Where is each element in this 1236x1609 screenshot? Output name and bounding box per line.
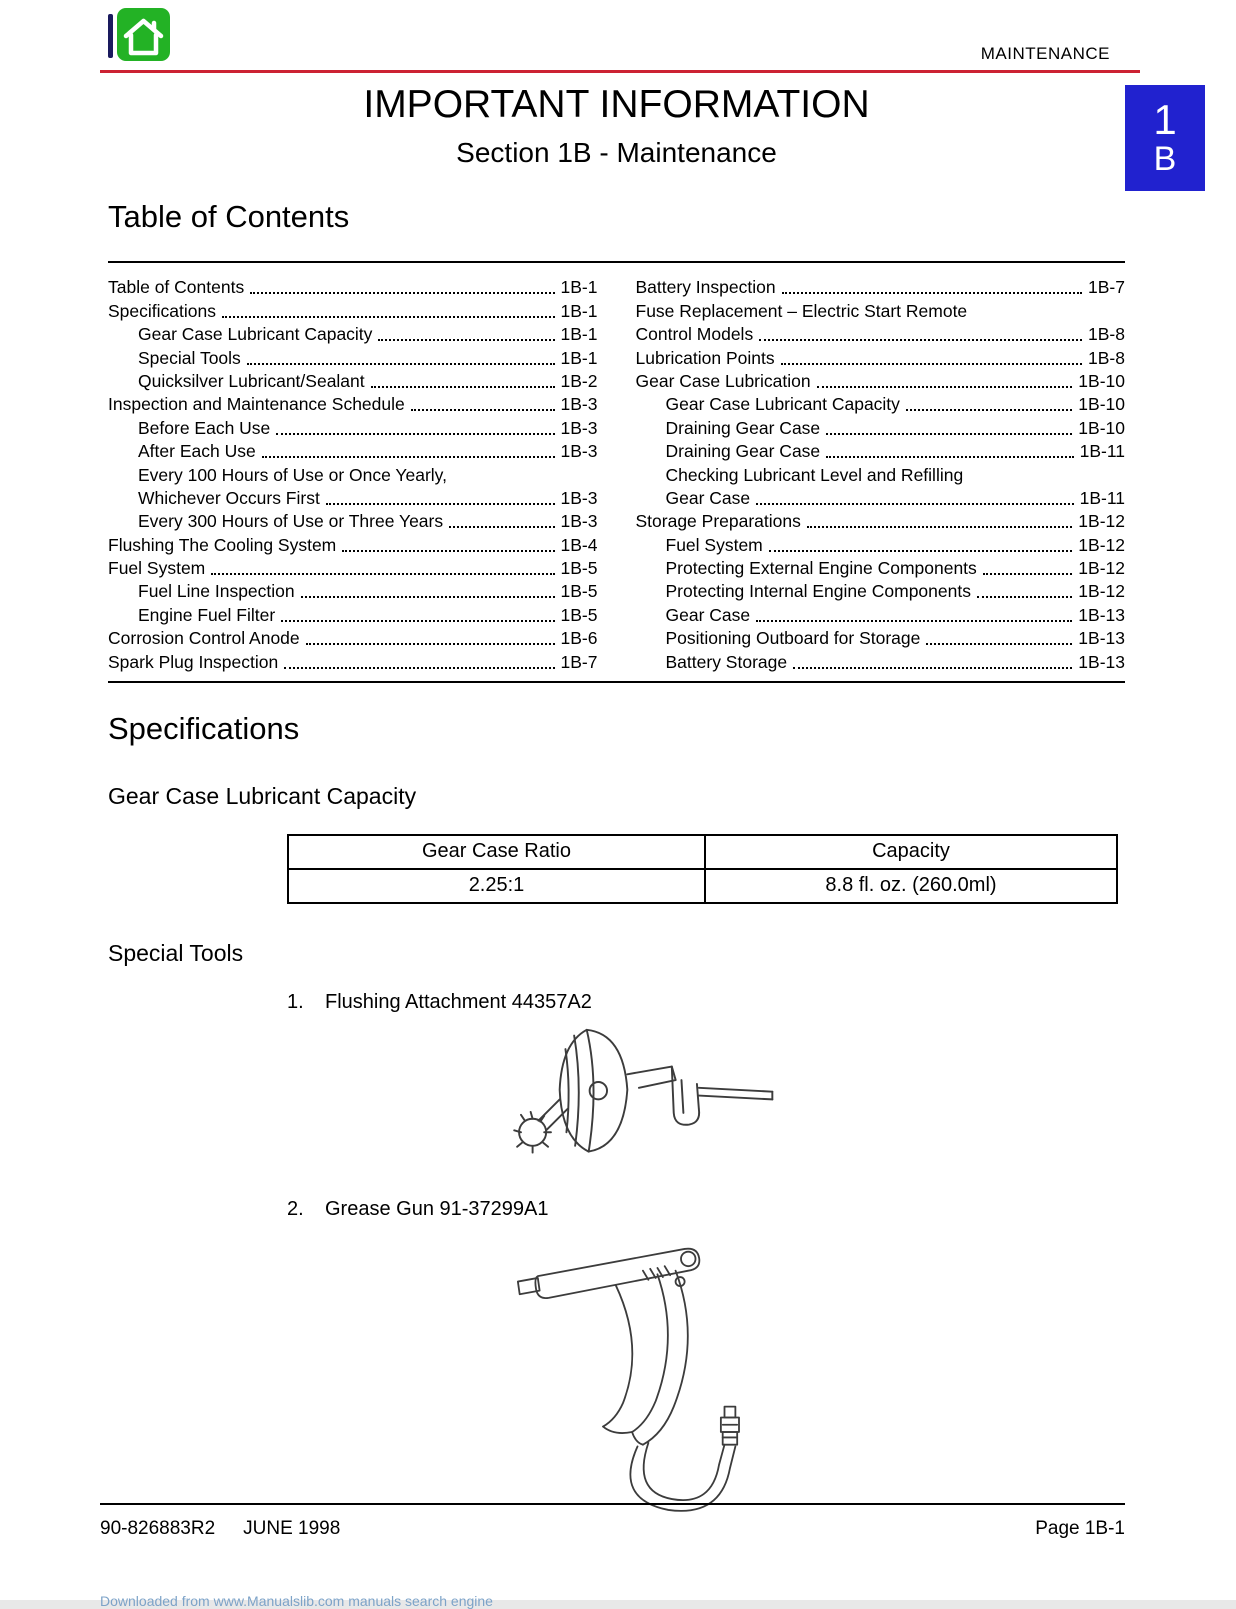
toc-entry-label: Inspection and Maintenance Schedule bbox=[108, 394, 405, 415]
toc-entry bbox=[636, 322, 1126, 345]
tool-number: 2. bbox=[287, 1197, 304, 1220]
toc-dot-leader bbox=[781, 363, 1082, 365]
toc-dot-leader bbox=[983, 573, 1073, 575]
toc-dot-leader bbox=[301, 596, 555, 598]
toc-entry bbox=[108, 532, 598, 555]
toc-entry-page: 1B-10 bbox=[1078, 394, 1125, 415]
toc-entry-label: Gear Case bbox=[665, 604, 751, 625]
toc-entry-label: Lubrication Points bbox=[635, 347, 775, 368]
toc-entry-label: Gear Case Lubricant Capacity bbox=[665, 394, 900, 415]
toc-entry bbox=[108, 415, 598, 438]
table-cell-capacity: 8.8 fl. oz. (260.0ml) bbox=[705, 869, 1117, 903]
toc-dot-leader bbox=[756, 620, 1072, 622]
toc-entry bbox=[636, 602, 1126, 625]
toc-entry-page: 1B-1 bbox=[560, 300, 598, 321]
toc-dot-leader bbox=[756, 503, 1073, 505]
table-header-capacity: Capacity bbox=[705, 835, 1117, 869]
toc-entry-page: 1B-1 bbox=[560, 324, 598, 345]
toc-dot-leader bbox=[977, 596, 1072, 598]
toc-dot-leader bbox=[826, 456, 1073, 458]
grease-gun-illustration-wrap bbox=[108, 1221, 1125, 1524]
toc-entry-page: 1B-5 bbox=[560, 581, 598, 602]
toc-entry-page: 1B-8 bbox=[1088, 347, 1125, 368]
toc-dot-leader bbox=[759, 339, 1082, 341]
toc-entry-page: 1B-3 bbox=[560, 487, 598, 508]
toc-entry bbox=[636, 345, 1126, 368]
gear-case-capacity-table bbox=[287, 834, 1118, 904]
toc-entry bbox=[108, 602, 598, 625]
table-header-row bbox=[288, 835, 1117, 869]
toc-entry-page: 1B-5 bbox=[560, 604, 598, 625]
toc-entry-page: 1B-5 bbox=[560, 558, 598, 579]
toc-entry-label: After Each Use bbox=[138, 441, 256, 462]
toc-dot-leader bbox=[807, 526, 1072, 528]
toc-entry-page: 1B-3 bbox=[560, 417, 598, 438]
toc-entry-label: Protecting Internal Engine Components bbox=[665, 581, 971, 602]
toc-entry-page: 1B-4 bbox=[560, 534, 598, 555]
toc-entry-page: 1B-10 bbox=[1078, 370, 1125, 391]
page-top-bar bbox=[108, 0, 1125, 70]
toc-entry bbox=[636, 486, 1126, 509]
home-icon[interactable] bbox=[108, 8, 170, 64]
section-tab-number: 1 bbox=[1153, 96, 1177, 144]
toc-entry-label: Before Each Use bbox=[138, 417, 271, 438]
toc-entry bbox=[108, 298, 598, 321]
flushing-attachment-illustration bbox=[482, 1024, 792, 1169]
toc-entry bbox=[636, 532, 1126, 555]
footer-left bbox=[100, 1518, 340, 1540]
toc-entry-page: 1B-13 bbox=[1078, 628, 1125, 649]
toc-entry-label: Spark Plug Inspection bbox=[108, 651, 279, 672]
toc-dot-leader bbox=[250, 292, 554, 294]
toc-entry-label: Engine Fuel Filter bbox=[138, 604, 276, 625]
toc-dot-leader bbox=[826, 433, 1072, 435]
toc-entry bbox=[108, 369, 598, 392]
toc-entry-page: 1B-12 bbox=[1078, 534, 1125, 555]
toc-entry-page: 1B-2 bbox=[560, 370, 598, 391]
toc-entry bbox=[108, 556, 598, 579]
toc-entry-label: Quicksilver Lubricant/Sealant bbox=[138, 370, 365, 391]
toc-entry bbox=[636, 509, 1126, 532]
toc-entry bbox=[636, 579, 1126, 602]
toc-entry-page: 1B-13 bbox=[1078, 604, 1125, 625]
toc-entry-label: Protecting External Engine Components bbox=[665, 558, 977, 579]
toc-dot-leader bbox=[449, 526, 554, 528]
footer-page-number: Page 1B-1 bbox=[1035, 1518, 1125, 1539]
toc-entry-page: 1B-10 bbox=[1078, 417, 1125, 438]
flushing-attachment-illustration-wrap bbox=[108, 1014, 1125, 1174]
toc-entry-label: Fuel System bbox=[108, 558, 206, 579]
toc-entry-label: Special Tools bbox=[138, 347, 241, 368]
toc-entry-page: 1B-12 bbox=[1078, 511, 1125, 532]
toc-entry-label: Flushing The Cooling System bbox=[108, 534, 337, 555]
toc-dot-leader bbox=[793, 667, 1072, 669]
toc-entry-label: Gear Case Lubrication bbox=[635, 370, 811, 391]
watermark-text: Downloaded from www.Manualslib.com manuals search engine bbox=[100, 1593, 493, 1609]
toc-entry bbox=[108, 579, 598, 602]
grease-gun-illustration bbox=[502, 1229, 802, 1519]
toc-entry-page: 1B-13 bbox=[1078, 651, 1125, 672]
toc-entry-page: 1B-7 bbox=[1088, 277, 1125, 298]
toc-dot-leader bbox=[342, 550, 554, 552]
toc-entry bbox=[636, 439, 1126, 462]
toc-entry bbox=[108, 486, 598, 509]
gear-case-capacity-heading: Gear Case Lubricant Capacity bbox=[108, 782, 417, 809]
toc-entry-label: Specifications bbox=[108, 300, 216, 321]
toc-entry-page: 1B-1 bbox=[560, 347, 598, 368]
toc-entry-label: Control Models bbox=[635, 324, 754, 345]
toc-entry-page: 1B-1 bbox=[560, 277, 598, 298]
toc-entry-label: Corrosion Control Anode bbox=[108, 628, 300, 649]
toc-entry-label: Checking Lubricant Level and Refilling bbox=[665, 464, 964, 485]
toc-entry-label: Every 100 Hours of Use or Once Yearly, bbox=[138, 464, 447, 485]
table-cell-ratio: 2.25:1 bbox=[288, 869, 705, 903]
toc-entry-label: Fuse Replacement – Electric Start Remote bbox=[635, 300, 968, 321]
toc-entry bbox=[636, 369, 1126, 392]
toc-entry bbox=[636, 649, 1126, 672]
toc-dot-leader bbox=[371, 386, 555, 388]
section-tab-letter: B bbox=[1153, 140, 1177, 179]
toc-dot-leader bbox=[326, 503, 555, 505]
toc-entry-label: Table of Contents bbox=[108, 277, 245, 298]
specifications-heading: Specifications bbox=[108, 710, 300, 746]
toc-entry-page: 1B-6 bbox=[560, 628, 598, 649]
toc-entry-label: Fuel System bbox=[665, 534, 763, 555]
toc-bottom-rule bbox=[108, 681, 1125, 683]
toc-dot-leader bbox=[222, 316, 555, 318]
toc-entry-label: Storage Preparations bbox=[635, 511, 801, 532]
toc-entry-page: 1B-7 bbox=[560, 651, 598, 672]
toc-entry-page: 1B-3 bbox=[560, 394, 598, 415]
toc-entry-label: Draining Gear Case bbox=[665, 441, 821, 462]
toc-entry-label: Battery Inspection bbox=[635, 277, 776, 298]
tool-item-grease-gun bbox=[287, 1198, 1125, 1221]
toc-entry bbox=[636, 392, 1126, 415]
table-row bbox=[288, 869, 1117, 903]
toc-entry bbox=[636, 275, 1126, 298]
toc-entry-label: Fuel Line Inspection bbox=[138, 581, 295, 602]
tool-number: 1. bbox=[287, 990, 304, 1013]
toc-entry bbox=[636, 626, 1126, 649]
toc-entry-label: Gear Case bbox=[665, 487, 751, 508]
toc-dot-leader bbox=[378, 339, 554, 341]
toc-entry-page: 1B-3 bbox=[560, 511, 598, 532]
toc-entry bbox=[108, 509, 598, 532]
toc-entry bbox=[108, 392, 598, 415]
toc-entry-label: Gear Case Lubricant Capacity bbox=[138, 324, 373, 345]
tool-label: Grease Gun 91-37299A1 bbox=[325, 1197, 549, 1220]
section-tab bbox=[1125, 85, 1205, 191]
toc-dot-leader bbox=[262, 456, 555, 458]
toc-entry-label: Draining Gear Case bbox=[665, 417, 821, 438]
toc-dot-leader bbox=[247, 363, 555, 365]
toc-entry bbox=[636, 298, 1126, 321]
toc-entry bbox=[108, 462, 598, 485]
page-footer bbox=[100, 1503, 1125, 1540]
toc-dot-leader bbox=[926, 643, 1072, 645]
table-of-contents bbox=[108, 263, 1125, 673]
toc-entry bbox=[108, 322, 598, 345]
toc-entry-page: 1B-12 bbox=[1078, 581, 1125, 602]
toc-entry bbox=[108, 649, 598, 672]
tool-label: Flushing Attachment 44357A2 bbox=[325, 990, 592, 1013]
toc-dot-leader bbox=[411, 409, 555, 411]
toc-entry bbox=[636, 415, 1126, 438]
page-header-label: MAINTENANCE bbox=[980, 44, 1110, 63]
document-date: JUNE 1998 bbox=[243, 1518, 341, 1539]
toc-entry-label: Battery Storage bbox=[665, 651, 788, 672]
table-header-gear-case-ratio: Gear Case Ratio bbox=[288, 835, 705, 869]
tool-item-flushing-attachment bbox=[287, 991, 1125, 1014]
toc-entry bbox=[108, 275, 598, 298]
toc-entry-label: Every 300 Hours of Use or Three Years bbox=[138, 511, 444, 532]
toc-entry-label: Whichever Occurs First bbox=[138, 487, 320, 508]
toc-dot-leader bbox=[306, 643, 555, 645]
toc-dot-leader bbox=[284, 667, 554, 669]
toc-dot-leader bbox=[906, 409, 1072, 411]
toc-entry-page: 1B-11 bbox=[1079, 487, 1125, 508]
header-rule bbox=[100, 70, 1140, 73]
toc-entry-page: 1B-11 bbox=[1079, 441, 1125, 462]
document-number: 90-826883R2 bbox=[100, 1518, 216, 1539]
toc-entry bbox=[636, 462, 1126, 485]
toc-entry bbox=[108, 345, 598, 368]
toc-right-column bbox=[636, 275, 1126, 673]
toc-entry bbox=[636, 556, 1126, 579]
toc-dot-leader bbox=[281, 620, 554, 622]
toc-dot-leader bbox=[276, 433, 554, 435]
toc-entry bbox=[108, 439, 598, 462]
document-title: IMPORTANT INFORMATION bbox=[363, 83, 870, 126]
special-tools-heading: Special Tools bbox=[108, 939, 244, 966]
toc-dot-leader bbox=[782, 292, 1082, 294]
toc-dot-leader bbox=[769, 550, 1073, 552]
toc-dot-leader bbox=[817, 386, 1073, 388]
toc-dot-leader bbox=[211, 573, 554, 575]
toc-entry-page: 1B-3 bbox=[560, 441, 598, 462]
toc-left-column bbox=[108, 275, 598, 673]
toc-entry bbox=[108, 626, 598, 649]
toc-entry-label: Positioning Outboard for Storage bbox=[665, 628, 921, 649]
document-subtitle: Section 1B - Maintenance bbox=[456, 137, 777, 168]
toc-heading: Table of Contents bbox=[108, 199, 350, 234]
toc-entry-page: 1B-8 bbox=[1088, 324, 1125, 345]
toc-entry-page: 1B-12 bbox=[1078, 558, 1125, 579]
